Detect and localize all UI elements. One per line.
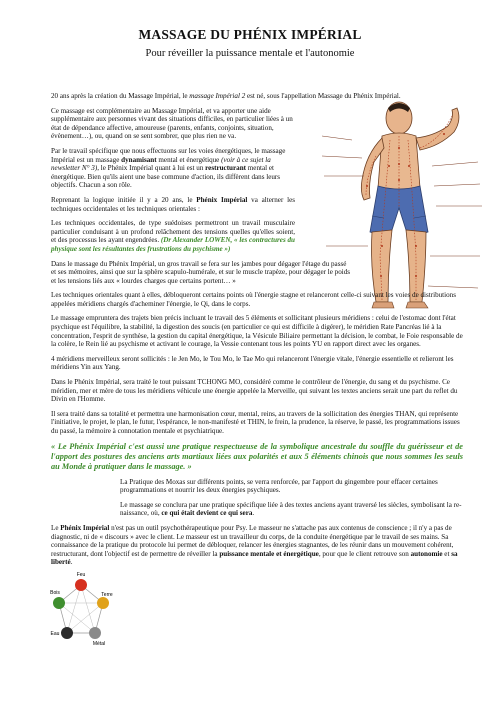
paragraph-occidentales: [51, 219, 295, 253]
text: Les techniques occidentales, de type suédoises permettront un travail musculaire particulier conduisant à un profond relâchement des tensions quelles qu'elles soient, et des processus les ayant engendrées.: [51, 219, 295, 245]
fire-label: Feu: [76, 572, 86, 578]
text-bold: dynamisant: [121, 155, 157, 164]
wood-label: Bois: [50, 590, 60, 596]
article-body: [51, 92, 463, 573]
page-title: MASSAGE DU PHÉNIX IMPÉRIAL: [138, 27, 362, 42]
metal-element-icon: [89, 627, 101, 639]
earth-element-icon: [97, 597, 109, 609]
metal-label: Métal: [92, 641, 106, 647]
text: , pour que le client retrouve son: [318, 549, 411, 558]
text: est né, sous l'appellation Massage du Phénix Impérial.: [245, 92, 401, 100]
text-emphasis: (voir à ce sujet la newsletter N° 3): [51, 155, 271, 173]
text: , le Phénix Impérial quant à lui est un: [97, 164, 206, 173]
paragraph-dynamisant: [51, 147, 295, 190]
text-bold: sa liberté: [51, 549, 458, 567]
text: 20 ans après la création du Massage Impérial, le: [51, 92, 190, 100]
paragraph-meridiens: Le massage empruntera des trajets bien précis incluant le travail des 5 éléments et sollicitant plusieurs méridiens : celui de l'estomac dont l'état psychique est l'équilibre, la stabilité, la digestion des soucis (en particulier ce qui est difficile à digérer), le méridien Rate Pancréas lié à la concentration, l'esprit de synthèse, la gestion du capital énergétique, la Vésicule Biliaire permettant la décision, le combat, le Foie responsable de la colère, le Rein lié au psychisme et activant le courage, la Vessie contenant tous les points YU en rapport direct avec les organes.: [51, 314, 463, 349]
text: Par le travail spécifique que nous effectuons sur les voies énergétiques, le massage Impérial est un massage: [51, 146, 286, 164]
text-bold: ce qui était devient ce qui sera: [161, 509, 253, 518]
lowen-quote: (Dr Alexander LOWEN, « les contractures du physique sont les résultantes des frustrations du psychisme »): [51, 236, 295, 253]
text: mental et énergétique: [156, 155, 222, 164]
paragraph-outil: [51, 524, 463, 567]
paragraph-logique: [51, 196, 295, 213]
earth-label: Terre: [101, 592, 113, 598]
paragraph-moxas: La Pratique des Moxas sur différents points, se verra renforcée, par l'apport du gingembre pour effacer certaines programmations et nourrir les deux énergies psychiques.: [120, 477, 438, 495]
text: Reprenant la logique initiée il y a 20 ans, le: [51, 195, 197, 204]
five-elements-diagram: [47, 569, 115, 655]
text-bold: Phénix Impérial: [196, 195, 248, 204]
highlight-quote: « Le Phénix Impérial c'est aussi une pratique respectueuse de la symbolique ancestrale du souffle du guérisseur et de l'apport des postures des anciens arts martiaux liées aux polarités et aux 5 éléments chinois que nous sommes les seuls au Monde à pratiquer dans le massage. »: [51, 441, 463, 471]
paragraph-conclusion: [120, 501, 463, 518]
paragraph-jambes: Dans le massage du Phénix Impérial, un gros travail se fera sur les jambes pour dégager l'étage du passé et ses mémoires, ainsi que sur la sphère scapulo-humérale, et sur le muscle trapèze, pour dégager le poids et les tensions liés aux « lourdes charges que certains portent… »: [51, 259, 351, 285]
text: va alterner les techniques occidentales et les techniques orientales :: [51, 195, 295, 213]
moxas-block: [51, 478, 463, 518]
water-element-icon: [61, 627, 73, 639]
paragraph-merveilleux: 4 méridiens merveilleux seront sollicités : le Jen Mo, le Tou Mo, le Tae Mo qui relanceront l'énergie vitale, l'énergie essentielle et relieront les méridiens Yin aux Yang.: [51, 354, 454, 372]
water-label: Eau: [50, 631, 60, 637]
wood-element-icon: [53, 597, 65, 609]
paragraph-intro: [51, 92, 463, 101]
text-emphasis: massage Impérial 2: [189, 92, 246, 100]
page-subtitle: Pour réveiller la puissance mentale et l'autonomie: [145, 48, 355, 59]
text-bold: autonomie: [410, 549, 443, 558]
text-bold: puissance mentale et énergétique: [219, 549, 319, 558]
text: .: [70, 558, 73, 567]
text-bold: Phénix Impérial: [60, 523, 110, 532]
paragraph-than-thin: Il sera traité dans sa totalité et permettra une harmonisation cœur, mental, reins, au travers de la sollicitation des énergies THAN, qui représente l'initiative, le projet, le plan, le futur, l'espérance, le non-manifesté et THIN, le frein, la prudence, la réserve, le passé, les programmations issues du passé, la mémoire à connotation mentale et psychiatrique.: [51, 409, 460, 435]
text: mental et énergétique. Bien qu'ils aient une base commune d'action, ils diffèrent dans leurs objectifs. Chacun a son rôle.: [51, 164, 281, 190]
text: et: [442, 549, 452, 558]
paragraph-tchong-mo: Dans le Phénix Impérial, sera traité le tout puissant TCHONG MO, considéré comme le contrôleur de l'énergie, du sang et du psychisme. Ce méridien, mer et mère de tous les méridiens véhicule une énergie appelée la Merveille, qui suivant les textes anciens serait une part du reflet du Divin en l'Homme.: [51, 378, 458, 404]
text-bold: restructurant: [205, 164, 247, 173]
text: n'est pas un outil psychothérapeutique pour Psy. Le masseur ne s'attache pas aux contenus de conscience ; il n'y a pas de diagnostic, ni de « discours » avec le client. Le masseur est un travailleur du corps, de la conduite énergétique par le travail de ses mains. Sa connaissance de la pratique du protocole lui permet de débloquer, relancer les énergies stagnantes, de les réunir dans un mouvement cohérent, restructurant, dont l'objectif est de permettre de réveiller la: [51, 523, 454, 558]
paragraph-orientales: Les techniques orientales quant à elles, débloqueront certains points où l'énergie stagne et relanceront celle-ci suivant les voies de distributions appelées méridiens chargés d'acheminer l'énergie, le Qi, dans le corps.: [51, 291, 456, 308]
text: Le massage se conclura par une pratique spécifique liée à des textes anciens ayant traversé les siècles, symbolisant la re-naissance, où,: [120, 500, 462, 518]
paragraph-complement: Ce massage est complémentaire au Massage Impérial, et va apporter une aide supplémentaire aux personnes vivant des situations difficiles, en particulier liées à un état de dépendance affective, amoureuse (parents, enfants, conjoints, situation, évènement…), ou, quand on se sent sombrer, que plus rien ne va.: [51, 106, 293, 141]
fire-element-icon: [75, 579, 87, 591]
text: Le: [51, 523, 61, 532]
text: .: [252, 509, 255, 518]
